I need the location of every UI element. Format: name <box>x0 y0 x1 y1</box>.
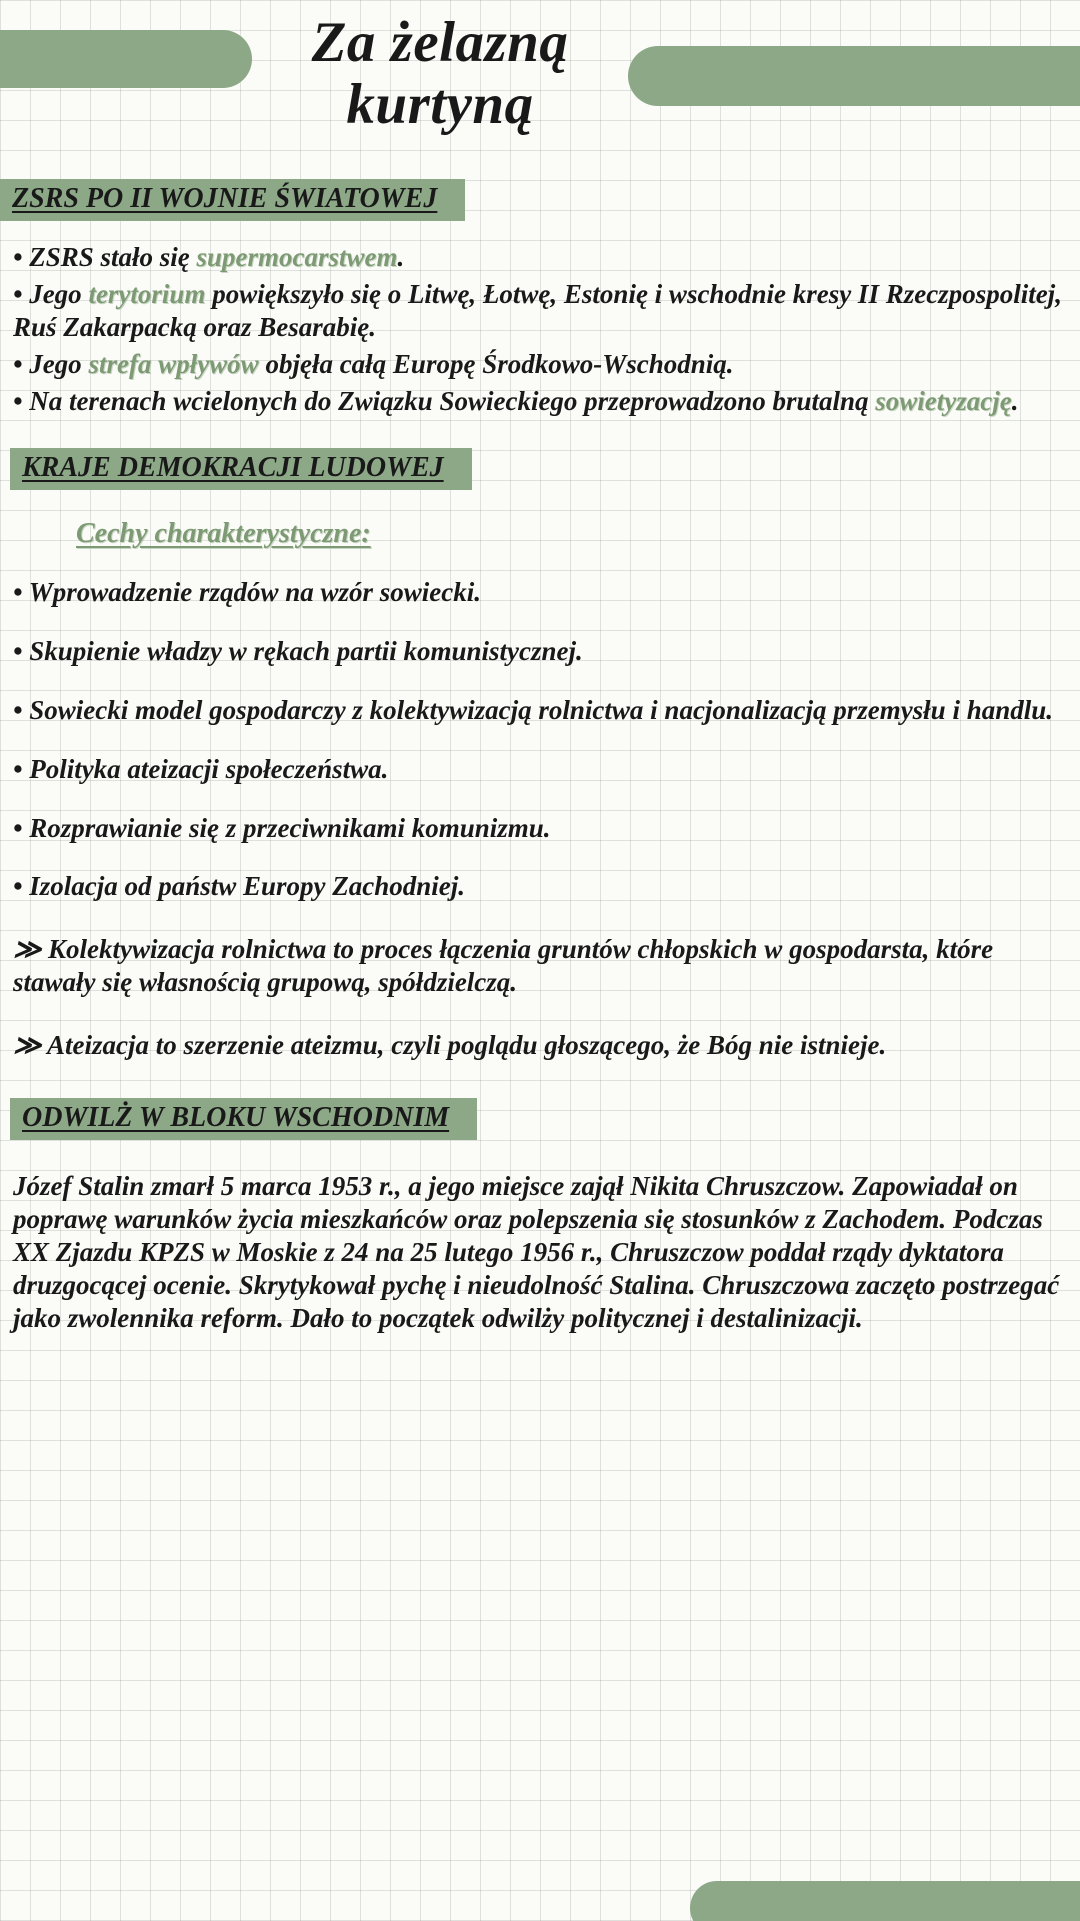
highlighted-term: strefa wpływów <box>88 348 259 379</box>
bullet-item <box>0 241 1080 274</box>
section2-heading: KRAJE DEMOKRACJI LUDOWEJ <box>22 451 444 483</box>
section1-heading: ZSRS PO II WOJNIE ŚWIATOWEJ <box>12 183 438 215</box>
section2-subheading: Cechy charakterystyczne: <box>76 517 371 549</box>
highlighted-term: supermocarstwem <box>196 242 398 273</box>
definition-item: ≫ Kolektywizacja rolnictwa to proces łączenia gruntów chłopskich w gospodarsta, które stawały się własnością grupową, spółdzielczą. <box>13 934 994 998</box>
bullet-item <box>0 278 1080 344</box>
section1-heading-highlight <box>0 179 465 221</box>
bullet-text: objęła całą Europę Środkowo-Wschodnią. <box>258 348 734 379</box>
section2-heading-highlight <box>10 448 472 490</box>
section3-heading-row <box>0 1098 1080 1140</box>
section2-heading-row <box>0 448 1080 490</box>
bottom-highlight-bar <box>690 1881 1080 1921</box>
bullet-text: powiększyło się o Litwę, Łotwę, Estonię i wschodnie kresy II Rzeczpospolitej, Ruś Zakarpacką oraz Besarabię. <box>13 279 1062 342</box>
bullet-item: • Rozprawianie się z przeciwnikami komunizmu. <box>13 812 551 843</box>
bullet-text: • Jego <box>13 348 89 379</box>
section3-heading-highlight <box>10 1098 477 1140</box>
section3-paragraph: Józef Stalin zmarł 5 marca 1953 r., a jego miejsce zajął Nikita Chruszczow. Zapowiadał on poprawę warunków życia mieszkańców oraz polepszenia się stosunków z Zachodem. Podczas XX Zjazdu KPZS w Moskie z 24 na 25 lutego 1956 r., Chruszczow poddał rządy dyktatora druzgocącej ocenie. Skrytykował pychę i nieudolność Stalina. Chruszczowa zaczęto postrzegać jako zwolennika reform. Dało to początek odwilży politycznej i destalinizacji. <box>13 1171 1060 1333</box>
bullet-item: • Polityka ateizacji społeczeństwa. <box>13 753 389 784</box>
page-title-line2: kurtyną <box>346 72 534 136</box>
bullet-item: • Izolacja od państw Europy Zachodniej. <box>13 871 465 902</box>
bullet-text: • Na terenach wcielonych do Związku Sowieckiego przeprowadzono brutalną <box>13 385 876 416</box>
bullet-item: • Sowiecki model gospodarczy z kolektywizacją rolnictwa i nacjonalizacją przemysłu i handlu. <box>13 694 1054 725</box>
section3-heading: ODWILŻ W BLOKU WSCHODNIM <box>22 1102 450 1134</box>
bullet-text: . <box>1011 385 1019 416</box>
page-title-line1: Za żelazną <box>311 11 569 74</box>
bullet-item: • Skupienie władzy w rękach partii komunistycznej. <box>13 635 583 666</box>
highlighted-term: sowietyzację <box>875 385 1012 416</box>
section2-bullets <box>0 576 1080 904</box>
bullet-text: • Jego <box>13 279 89 310</box>
bullet-item <box>0 385 1080 418</box>
page-title <box>0 0 880 135</box>
definitions <box>0 933 1080 1062</box>
bullet-item: • Wprowadzenie rządów na wzór sowiecki. <box>13 576 482 607</box>
section1-heading-row <box>0 179 1080 221</box>
definition-item: ≫ Ateizacja to szerzenie ateizmu, czyli poglądu głoszącego, że Bóg nie istnieje. <box>13 1030 887 1061</box>
highlighted-term: terytorium <box>88 279 206 310</box>
section1-bullets <box>0 241 1080 418</box>
bullet-text: . <box>397 242 405 273</box>
bullet-text: • ZSRS stało się <box>13 242 197 273</box>
bullet-item <box>0 348 1080 381</box>
